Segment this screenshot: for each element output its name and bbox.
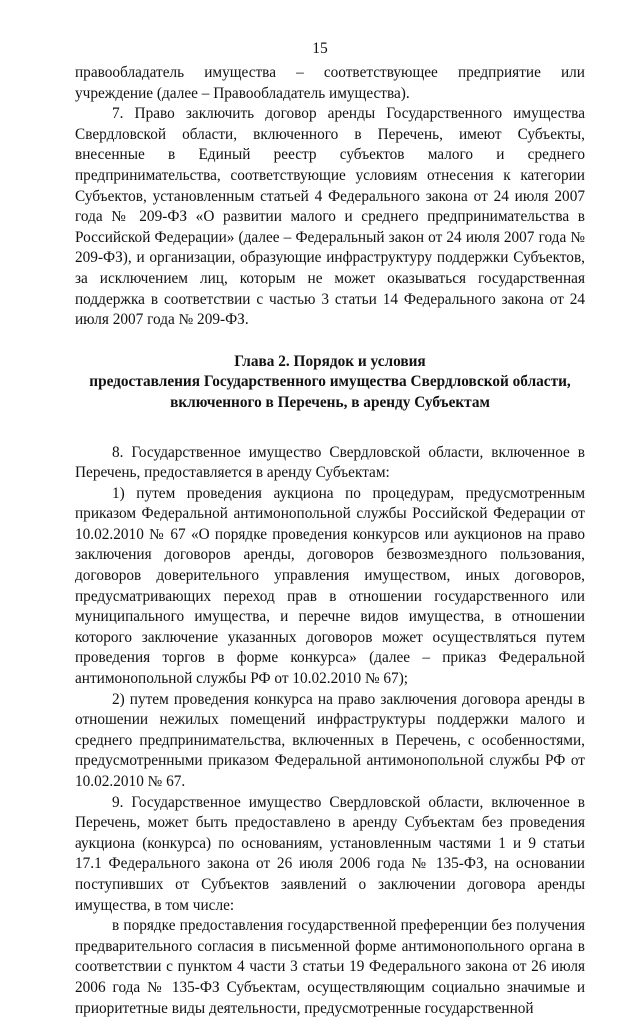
paragraph-item-9-preference: в порядке предоставления государственной преференции без получения предварительного согласия в письменной форме антимонопольного органа в соответствии с пунктом 4 части 3 статьи 19 Федерального закона от 26 июля 2006 года № 135-ФЗ Субъектам, осуществляющим социально значимые и приоритетные виды деятельности, предусмотренные государственной <box>75 917 585 1017</box>
chapter-heading <box>75 352 585 414</box>
chapter-heading-line-3: включенного в Перечень, в аренду Субъектам <box>170 393 490 411</box>
paragraph-item-8-2: 2) путем проведения конкурса на право заключения договора аренды в отношении нежилых помещений инфраструктуры поддержки малого и среднего предпринимательства, включенных в Перечень, с особенностями, предусмотренными приказом Федеральной антимонопольной службы РФ от 10.02.2010 № 67. <box>75 690 585 790</box>
document-body <box>75 63 585 1019</box>
chapter-heading-line-1: Глава 2. Порядок и условия <box>234 352 426 370</box>
paragraph-item-7: 7. Право заключить договор аренды Государственного имущества Свердловской области, включенного в Перечень, имеют Субъекты, внесенные в Единый реестр субъектов малого и среднего предпринимательства, соответствующие условиям отнесения к категории Субъектов, установленным статьей 4 Федерального закона от 24 июля 2007 года № 209-ФЗ «О развитии малого и среднего предпринимательства в Российской Федерации» (далее – Федеральный закон от 24 июля 2007 года № 209-ФЗ), и организации, образующие инфраструктуру поддержки Субъектов, за исключением лиц, которым не может оказываться государственная поддержка в соответствии с частью 3 статьи 14 Федерального закона от 24 июля 2007 года № 209-ФЗ. <box>75 105 585 329</box>
paragraph-item-9: 9. Государственное имущество Свердловской области, включенное в Перечень, может быть предоставлено в аренду Субъектам без проведения аукциона (конкурса) по основаниям, установленным частями 1 и 9 статьи 17.1 Федерального закона от 26 июля 2006 года № 135-ФЗ, на основании поступивших от Субъектов заявлений о заключении договора аренды имущества, в том числе: <box>75 793 585 914</box>
paragraph-continuation: правообладатель имущества – соответствующее предприятие или учреждение (далее – Правообладатель имущества). <box>75 64 585 102</box>
chapter-heading-line-2: предоставления Государственного имущества Свердловской области, <box>89 373 571 391</box>
paragraph-item-8-1: 1) путем проведения аукциона по процедурам, предусмотренным приказом Федеральной антимонопольной службы Российской Федерации от 10.02.2010 № 67 «О порядке проведения конкурсов или аукционов на право заключения договоров аренды, договоров безвозмездного пользования, договоров доверительного управления имуществом, иных договоров, предусматривающих переход прав в отношении государственного или муниципального имущества, и перечне видов имущества, в отношении которого заключение указанных договоров может осуществляться путем проведения торгов в форме конкурса» (далее – приказ Федеральной антимонопольной службы РФ от 10.02.2010 № 67); <box>75 484 585 688</box>
paragraph-item-8: 8. Государственное имущество Свердловской области, включенное в Перечень, предоставляется в аренду Субъектам: <box>75 443 585 482</box>
page-number: 15 <box>312 40 328 57</box>
